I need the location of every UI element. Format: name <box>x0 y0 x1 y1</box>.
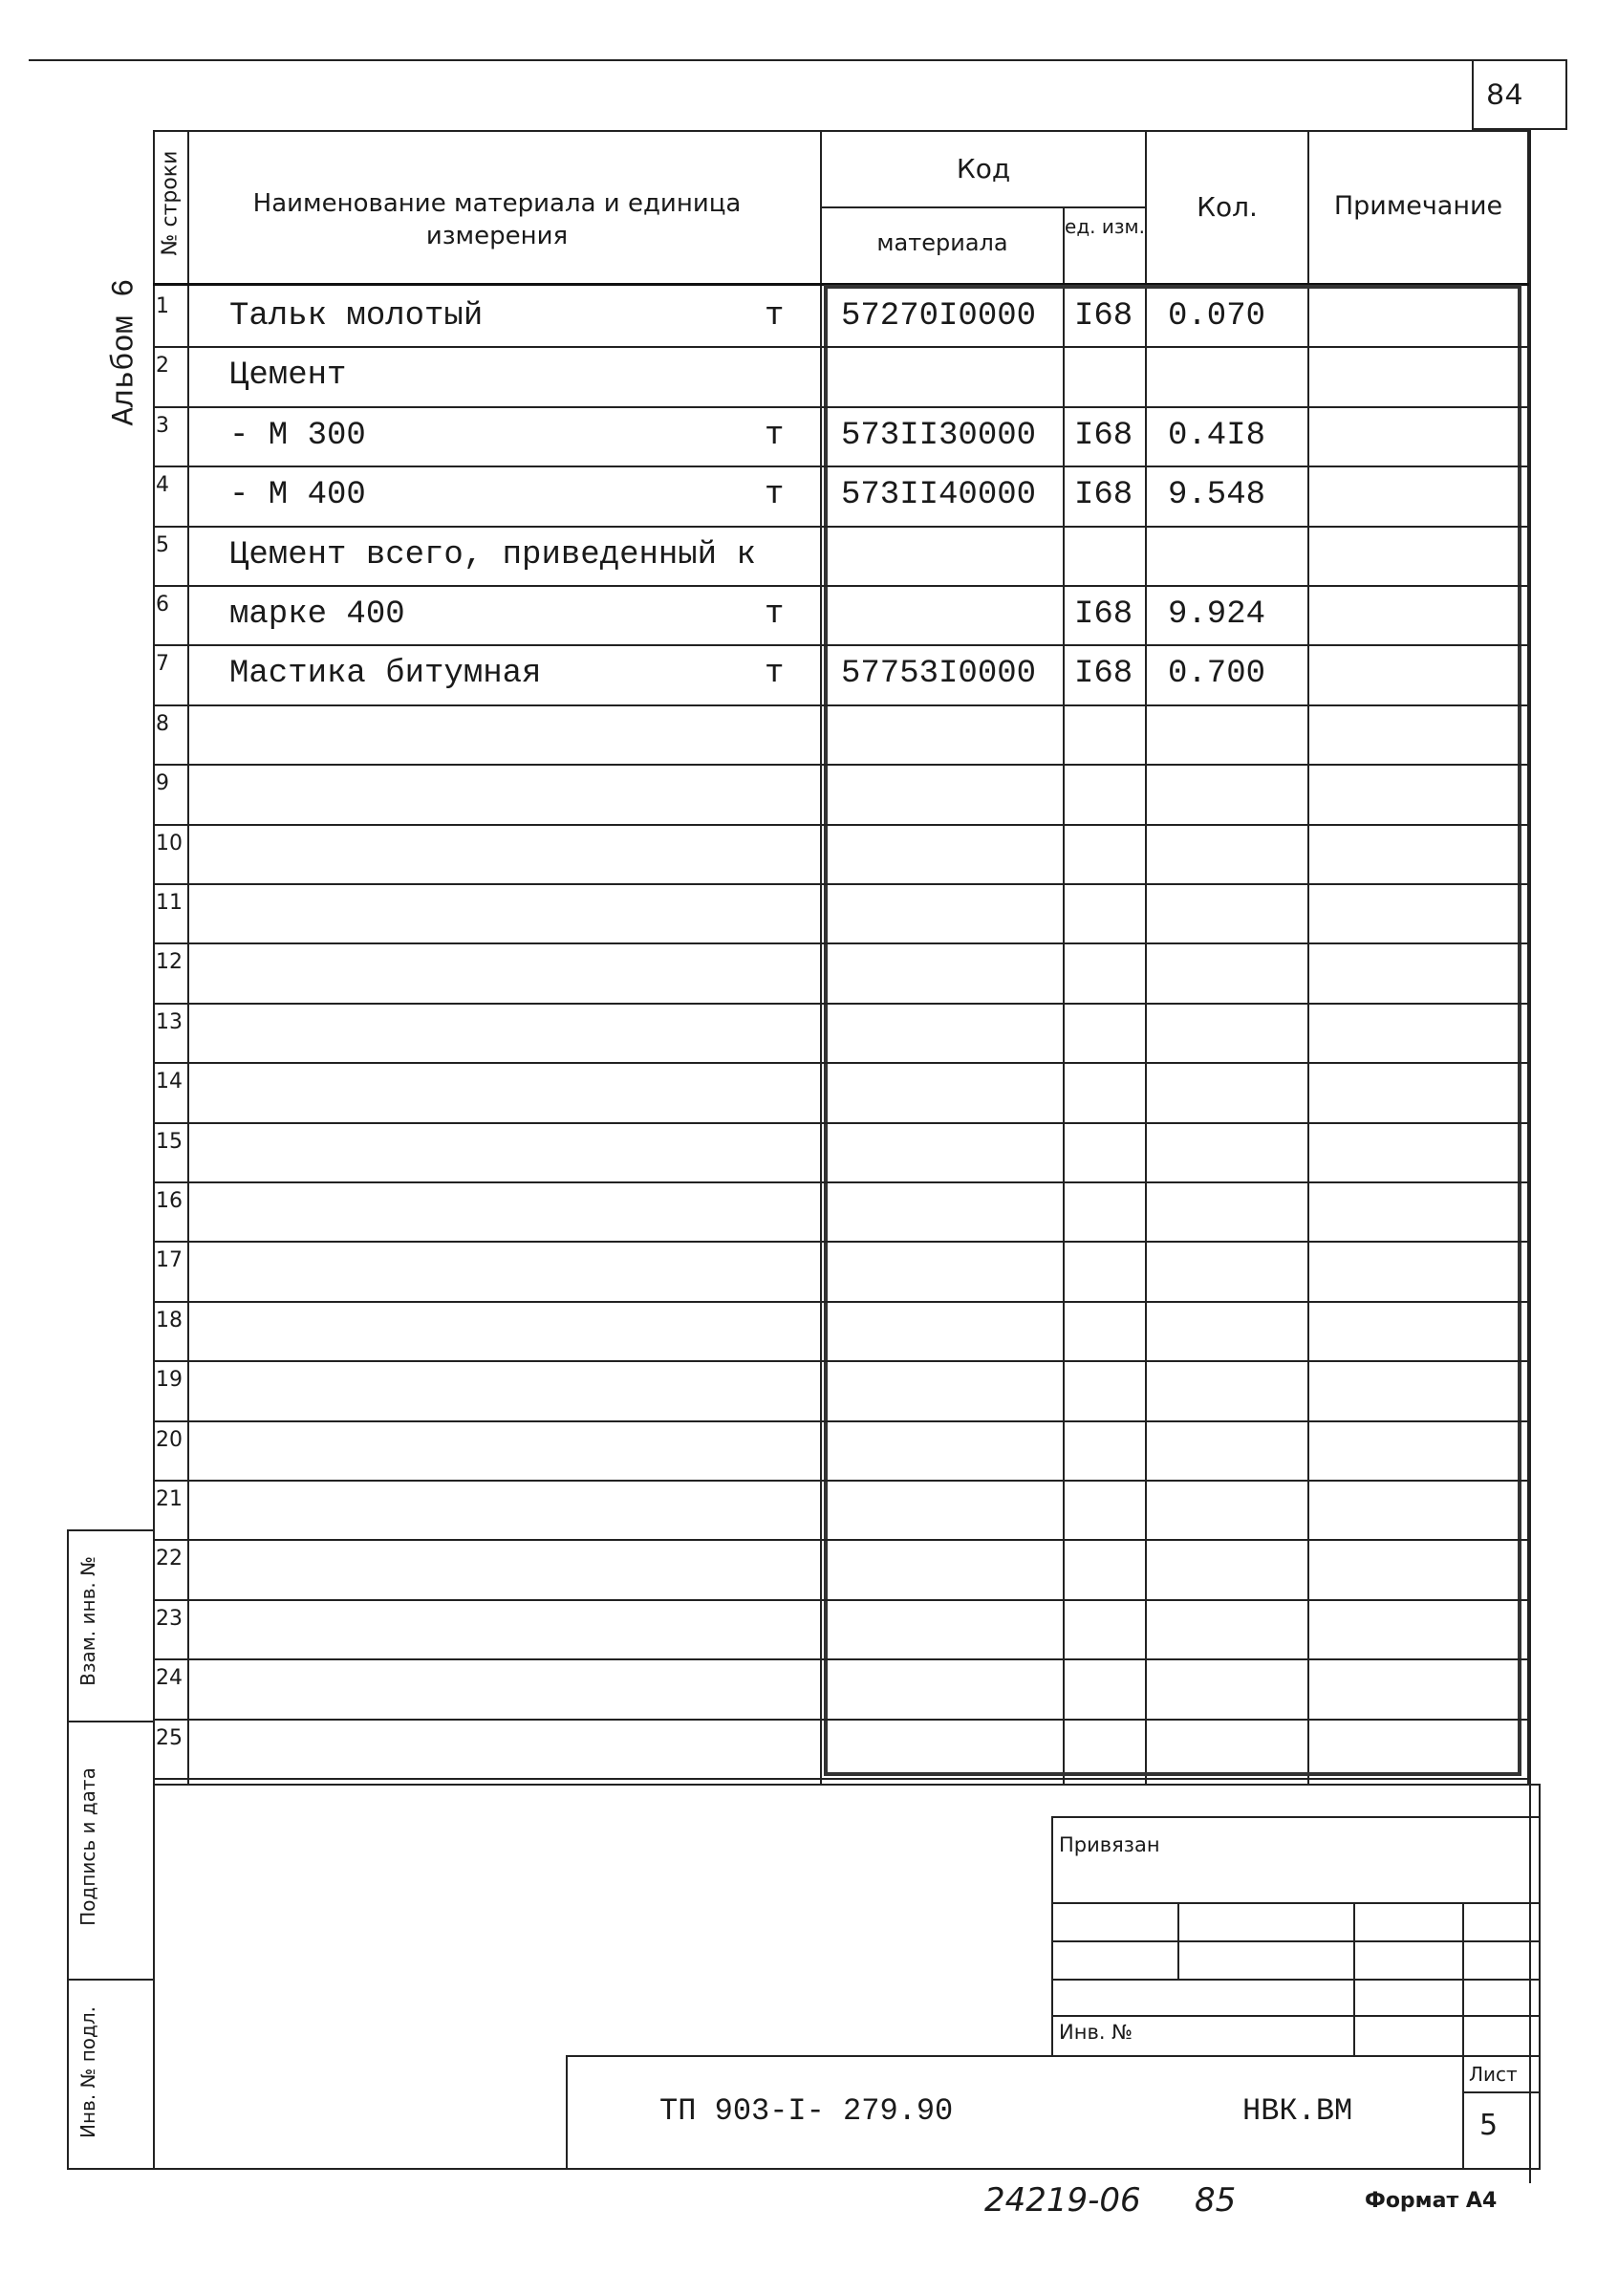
header-note: Примечание <box>1333 191 1503 221</box>
row-separator <box>153 1480 1529 1482</box>
row-separator <box>153 942 1529 944</box>
row-unit: т <box>765 418 785 454</box>
stamp-div1 <box>67 1721 153 1722</box>
row-number: 20 <box>156 1428 183 1452</box>
row-code: 573II40000 <box>841 477 1037 513</box>
row-separator <box>153 1122 1529 1124</box>
row-code: 57270I0000 <box>841 298 1037 335</box>
sheet-label: Лист <box>1469 2063 1518 2086</box>
row-name: - М 400 <box>229 477 366 513</box>
row-number: 16 <box>156 1189 183 1213</box>
row-name: марке 400 <box>229 596 405 633</box>
row-number: 2 <box>156 354 169 378</box>
privyazan-col1 <box>1177 1902 1179 1979</box>
table-top <box>153 130 1529 132</box>
privyazan-col2 <box>1353 1902 1355 2055</box>
privyazan-label: Привязан <box>1059 1833 1160 1856</box>
header-name: Наименование материала и единица измерения <box>252 189 742 250</box>
row-qty: 9.924 <box>1168 596 1266 633</box>
row-name: Тальк молотый <box>229 298 484 335</box>
row-separator <box>153 764 1529 766</box>
stamp-left <box>67 1529 69 2170</box>
row-separator <box>153 346 1529 348</box>
row-unit: т <box>765 298 785 335</box>
row-separator <box>153 1301 1529 1303</box>
row-number: 22 <box>156 1547 183 1570</box>
stamp-podpis: Подпись и дата <box>76 1767 99 1926</box>
privyazan-row4 <box>1051 2015 1541 2017</box>
row-qty: 9.548 <box>1168 477 1266 513</box>
row-qty: 0.4I8 <box>1168 418 1266 454</box>
table-left <box>153 130 155 1784</box>
row-unit: т <box>765 477 785 513</box>
row-separator <box>153 526 1529 528</box>
row-unit: т <box>765 596 785 633</box>
header-qty: Кол. <box>1197 191 1258 223</box>
row-separator <box>153 1360 1529 1362</box>
privyazan-top <box>1051 1816 1541 1818</box>
row-number: 3 <box>156 414 169 438</box>
row-unit-code: I68 <box>1074 596 1133 633</box>
row-separator <box>153 1719 1529 1721</box>
note-col-right <box>1527 130 1529 1784</box>
title-right <box>1539 1784 1541 2170</box>
privyazan-col3 <box>1462 1902 1464 2170</box>
row-separator <box>153 1241 1529 1243</box>
row-separator <box>153 1062 1529 1064</box>
privyazan-row2 <box>1051 1940 1541 1942</box>
row-separator <box>153 1539 1529 1541</box>
name-col-right <box>820 130 822 1784</box>
rownum-col-right <box>187 130 189 1784</box>
row-separator <box>153 644 1529 646</box>
album-label: Альбом 6 <box>106 278 142 426</box>
row-unit-code: I68 <box>1074 656 1133 692</box>
row-separator <box>153 585 1529 587</box>
frame-right <box>1529 128 1531 2183</box>
title-top <box>153 1784 1541 1786</box>
row-separator <box>153 1599 1529 1601</box>
row-separator <box>153 1778 1529 1780</box>
stamp-number: 24219-06 <box>984 2181 1141 2220</box>
row-unit: т <box>765 656 785 692</box>
row-number: 10 <box>156 832 183 856</box>
title-bottom <box>153 2168 1541 2170</box>
row-number: 6 <box>156 593 169 617</box>
stamp-bottom <box>67 2168 162 2170</box>
row-name: Мастика битумная <box>229 656 542 692</box>
row-separator <box>153 1003 1529 1005</box>
inv-no-label: Инв. № <box>1059 2021 1133 2044</box>
row-number: 17 <box>156 1248 183 1272</box>
stamp-right <box>153 1784 155 2170</box>
main-stamp-left <box>566 2055 568 2170</box>
row-separator <box>153 1658 1529 1660</box>
row-number: 9 <box>156 771 169 795</box>
row-number: 1 <box>156 294 169 318</box>
row-number: 13 <box>156 1010 183 1034</box>
page-number: 84 <box>1486 78 1523 114</box>
stamp-vzam: Взам. инв. № <box>76 1556 99 1686</box>
row-number: 18 <box>156 1309 183 1332</box>
header-row-no: № строки <box>158 150 183 256</box>
row-number: 23 <box>156 1607 183 1631</box>
row-code: 57753I0000 <box>841 656 1037 692</box>
row-name: - М 300 <box>229 418 366 454</box>
row-separator <box>153 824 1529 826</box>
row-separator <box>153 1420 1529 1422</box>
row-separator <box>153 1181 1529 1183</box>
row-number: 24 <box>156 1666 183 1690</box>
format-label: Формат А4 <box>1365 2189 1498 2213</box>
code-subheader-line <box>820 206 1145 208</box>
row-separator <box>153 406 1529 408</box>
privyazan-left <box>1051 1816 1053 2055</box>
main-stamp-top <box>566 2055 1541 2057</box>
row-number: 25 <box>156 1726 183 1750</box>
doc-code: ТП 903-I- 279.90 <box>659 2093 954 2129</box>
row-separator <box>153 704 1529 706</box>
row-name: Цемент всего, приведенный к <box>229 537 756 574</box>
row-number: 5 <box>156 533 169 557</box>
stamp-inv-podl: Инв. № подл. <box>76 2006 99 2138</box>
row-unit-code: I68 <box>1074 418 1133 454</box>
row-separator <box>153 883 1529 885</box>
row-code: 573II30000 <box>841 418 1037 454</box>
header-code-unit: ед. изм. <box>1065 215 1145 238</box>
row-number: 4 <box>156 473 169 497</box>
privyazan-row1 <box>1051 1902 1541 1904</box>
row-number: 21 <box>156 1487 183 1511</box>
sheet-label-line <box>1462 2091 1541 2093</box>
row-number: 12 <box>156 950 183 974</box>
row-unit-code: I68 <box>1074 477 1133 513</box>
doc-mark: НВК.ВМ <box>1242 2093 1353 2129</box>
row-number: 8 <box>156 712 169 736</box>
stamp-page: 85 <box>1195 2181 1237 2220</box>
top-rule <box>29 59 1567 61</box>
row-unit-code: I68 <box>1074 298 1133 335</box>
page-number-box-right <box>1565 59 1567 130</box>
row-number: 11 <box>156 891 183 915</box>
row-name: Цемент <box>229 357 347 394</box>
row-qty: 0.700 <box>1168 656 1266 692</box>
row-qty: 0.070 <box>1168 298 1266 335</box>
header-code: Код <box>956 153 1011 184</box>
sheet-number: 5 <box>1479 2109 1499 2142</box>
row-number: 14 <box>156 1070 183 1094</box>
header-code-material: материала <box>876 229 1008 256</box>
privyazan-row3 <box>1051 1979 1541 1981</box>
row-number: 15 <box>156 1130 183 1154</box>
row-number: 19 <box>156 1368 183 1392</box>
row-number: 7 <box>156 652 169 676</box>
page-number-box-left <box>1472 59 1474 130</box>
row-separator <box>153 466 1529 467</box>
